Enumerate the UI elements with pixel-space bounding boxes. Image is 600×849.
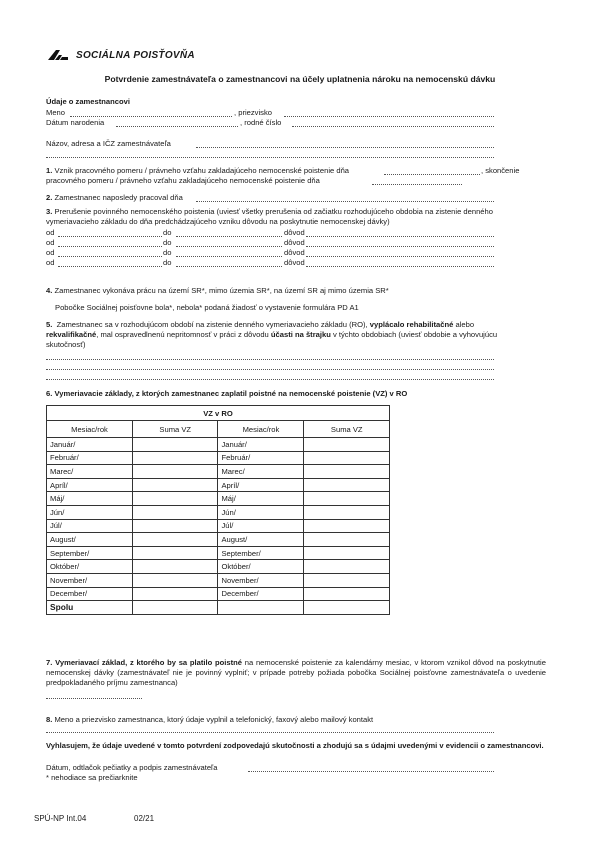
s7-text: 7. Vymeriavací základ, z ktorého by sa platilo poistné na nemocenské poistenie za kalendárny mesiac, v ktorom vznikol dôvod na poskytnutie nemocenskej dávky (zamestnávateľ nie je povinný vyplniť; v prípade potreby požiada pobočka Sociálnej poisťovne zamestnávateľa o uvedenie predpokladaného príjmu zamestnanca) [46, 658, 546, 687]
month-cell: September/ [47, 546, 133, 560]
table-row [47, 438, 390, 452]
sum-cell[interactable] [132, 573, 218, 587]
s4-text: 4. Zamestnanec vykonáva prácu na území SR*, mimo územia SR*, na území SR aj mimo územia SR* [46, 286, 389, 295]
s3-od-label: od [46, 228, 55, 237]
col-sum-header-2: Suma VZ [304, 421, 390, 438]
month-cell: Máj/ [47, 492, 133, 506]
s5-text: 5. Zamestnanec sa v rozhodujúcom období na zistenie denného vymeriavacieho základu (RO), vyplácalo rehabilitačné alebo rekvalifikačné, mal ospravedlnenú nepritomnosť v práci z dôvodu účasti na štrajku v týchto obdobiach (uviesť obdobie a vyhovujúcu skutočnosť) [46, 320, 498, 349]
s3-od-label: od [46, 248, 55, 257]
month-cell-2: December/ [218, 587, 304, 601]
sum-cell-2[interactable] [304, 573, 390, 587]
s3-dovod-field[interactable] [306, 256, 494, 257]
s3-text: 3. Prerušenie povinného nemocenského poistenia (uviesť všetky prerušenia od začiatku rozhodujúceho obdobia na zistenie denného vymeriavacieho základu do dňa predchádzajúceho vzniku dôvodu na poskytnutie nemocenskej dávky) [46, 207, 493, 226]
sum-cell-2[interactable] [304, 505, 390, 519]
declaration-text: Vyhlasujem, že údaje uvedené v tomto potvrdení zodpovedajú skutočnosti a zhodujú sa s údajmi uvedenými v evidencii o zamestnancovi. [46, 741, 544, 750]
s3-do-field[interactable] [176, 266, 282, 267]
total-sum-cell-2[interactable] [304, 601, 390, 615]
month-cell-2: August/ [218, 533, 304, 547]
s3-od-field[interactable] [58, 266, 162, 267]
s3-do-label: do [163, 228, 172, 237]
sum-cell-2[interactable] [304, 438, 390, 452]
sum-cell[interactable] [132, 478, 218, 492]
sum-cell[interactable] [132, 465, 218, 479]
sum-cell[interactable] [132, 533, 218, 547]
s8-text: 8. Meno a priezvisko zamestnanca, ktorý údaje vyplnil a telefonický, faxový alebo mailový kontakt [46, 715, 374, 724]
footnote: * nehodiace sa prečiarknite [46, 773, 138, 782]
sum-cell[interactable] [132, 519, 218, 533]
s3-dovod-label: dôvod [284, 258, 305, 267]
table-row [47, 478, 390, 492]
month-cell-2: November/ [218, 573, 304, 587]
vz-table [46, 405, 390, 615]
s3-do-label: do [163, 248, 172, 257]
table-row [47, 505, 390, 519]
sum-cell-2[interactable] [304, 492, 390, 506]
col-month-header-2: Mesiac/rok [218, 421, 304, 438]
sum-cell[interactable] [132, 505, 218, 519]
s3-dovod-field[interactable] [306, 266, 494, 267]
sum-cell-2[interactable] [304, 560, 390, 574]
s3-od-field[interactable] [58, 236, 162, 237]
col-month-header: Mesiac/rok [47, 421, 133, 438]
table-row [47, 587, 390, 601]
month-cell-2: Marec/ [218, 465, 304, 479]
month-cell-2: Február/ [218, 451, 304, 465]
sign-field[interactable] [248, 771, 494, 772]
sum-cell[interactable] [132, 438, 218, 452]
sum-cell[interactable] [132, 492, 218, 506]
s3-dovod-field[interactable] [306, 236, 494, 237]
table-row [47, 519, 390, 533]
vz-table-title: VZ v RO [47, 406, 390, 421]
total-blank-cell [218, 601, 304, 615]
brand-logo [46, 48, 195, 62]
month-cell-2: Október/ [218, 560, 304, 574]
total-label: Spolu [47, 601, 133, 615]
s3-od-label: od [46, 258, 55, 267]
sum-cell-2[interactable] [304, 546, 390, 560]
col-sum-header: Suma VZ [132, 421, 218, 438]
month-cell: November/ [47, 573, 133, 587]
month-cell-2: Máj/ [218, 492, 304, 506]
month-cell: August/ [47, 533, 133, 547]
table-row [47, 465, 390, 479]
s1-end-label: , skončenie [481, 166, 520, 175]
s5-field-line3[interactable] [46, 379, 494, 380]
s5-field-line1[interactable] [46, 359, 494, 360]
table-row [47, 573, 390, 587]
employer-field-line2[interactable] [46, 157, 494, 158]
s2-field[interactable] [196, 201, 494, 202]
month-cell: December/ [47, 587, 133, 601]
month-cell-2: Apríl/ [218, 478, 304, 492]
month-cell-2: September/ [218, 546, 304, 560]
birth-no-field[interactable] [292, 126, 494, 127]
table-row [47, 533, 390, 547]
s3-do-field[interactable] [176, 246, 282, 247]
sum-cell[interactable] [132, 560, 218, 574]
s4-note: Pobočke Sociálnej poisťovne bola*, nebola* podaná žiadosť o vystavenie formulára PD A1 [55, 303, 359, 312]
sum-cell[interactable] [132, 546, 218, 560]
s3-dovod-label: dôvod [284, 248, 305, 257]
surname-label: , priezvisko [234, 108, 272, 117]
s1-line1: 1. Vznik pracovného pomeru / právneho vzťahu zakladajúceho nemocenské poistenie dňa [46, 166, 350, 175]
employee-section-label: Údaje o zamestnancovi [46, 97, 130, 106]
table-row [47, 451, 390, 465]
month-cell: Február/ [47, 451, 133, 465]
month-cell-2: Január/ [218, 438, 304, 452]
month-cell: Júl/ [47, 519, 133, 533]
month-cell: Január/ [47, 438, 133, 452]
page-title: Potvrdenie zamestnávateľa o zamestnancovi na účely uplatnenia nároku na nemocenskú dávku [104, 74, 496, 84]
s8-field[interactable] [46, 732, 494, 733]
s3-do-field[interactable] [176, 256, 282, 257]
form-version: 02/21 [134, 814, 155, 823]
form-code: SPÚ-NP Int.04 [34, 814, 87, 823]
birth-no-label: , rodné číslo [240, 118, 282, 127]
s5-field-line2[interactable] [46, 369, 494, 370]
name-label: Meno [46, 108, 65, 117]
employer-label: Názov, adresa a IČZ zamestnávateľa [46, 139, 171, 148]
s2-label: 2. Zamestnanec naposledy pracoval dňa [46, 193, 183, 202]
s1-start-date-field[interactable] [384, 174, 480, 175]
month-cell: Október/ [47, 560, 133, 574]
dob-label: Dátum narodenia [46, 118, 105, 127]
s7-field[interactable] [46, 698, 142, 699]
s3-do-label: do [163, 238, 172, 247]
employer-field[interactable] [196, 147, 494, 148]
surname-field[interactable] [284, 116, 494, 117]
s3-do-field[interactable] [176, 236, 282, 237]
s1-line2: pracovného pomeru / právneho vzťahu zakladajúceho nemocenské poistenie dňa [46, 176, 320, 185]
s6-title: 6. Vymeriavacie základy, z ktorých zamestnanec zaplatil poistné na nemocenské poistenie (VZ) v RO [46, 389, 408, 398]
s3-dovod-label: dôvod [284, 228, 305, 237]
total-sum-cell[interactable] [132, 601, 218, 615]
s3-od-label: od [46, 238, 55, 247]
sum-cell-2[interactable] [304, 533, 390, 547]
sum-cell-2[interactable] [304, 587, 390, 601]
sum-cell[interactable] [132, 587, 218, 601]
table-row [47, 546, 390, 560]
month-cell-2: Jún/ [218, 505, 304, 519]
dob-field[interactable] [116, 126, 238, 127]
sum-cell-2[interactable] [304, 465, 390, 479]
month-cell: Apríl/ [47, 478, 133, 492]
s3-do-label: do [163, 258, 172, 267]
month-cell: Marec/ [47, 465, 133, 479]
table-row [47, 560, 390, 574]
s3-od-field[interactable] [58, 256, 162, 257]
sign-label: Dátum, odtlačok pečiatky a podpis zamestnávateľa [46, 763, 218, 772]
s3-dovod-label: dôvod [284, 238, 305, 247]
month-cell: Jún/ [47, 505, 133, 519]
sum-cell[interactable] [132, 451, 218, 465]
name-field[interactable] [70, 116, 232, 117]
s3-dovod-field[interactable] [306, 246, 494, 247]
s1-end-date-field[interactable] [372, 184, 462, 185]
sum-cell-2[interactable] [304, 519, 390, 533]
s3-od-field[interactable] [58, 246, 162, 247]
sum-cell-2[interactable] [304, 451, 390, 465]
sum-cell-2[interactable] [304, 478, 390, 492]
brand-mark-icon [46, 48, 70, 62]
brand-name: SOCIÁLNA POISŤOVŇA [76, 49, 195, 61]
table-row [47, 492, 390, 506]
month-cell-2: Júl/ [218, 519, 304, 533]
